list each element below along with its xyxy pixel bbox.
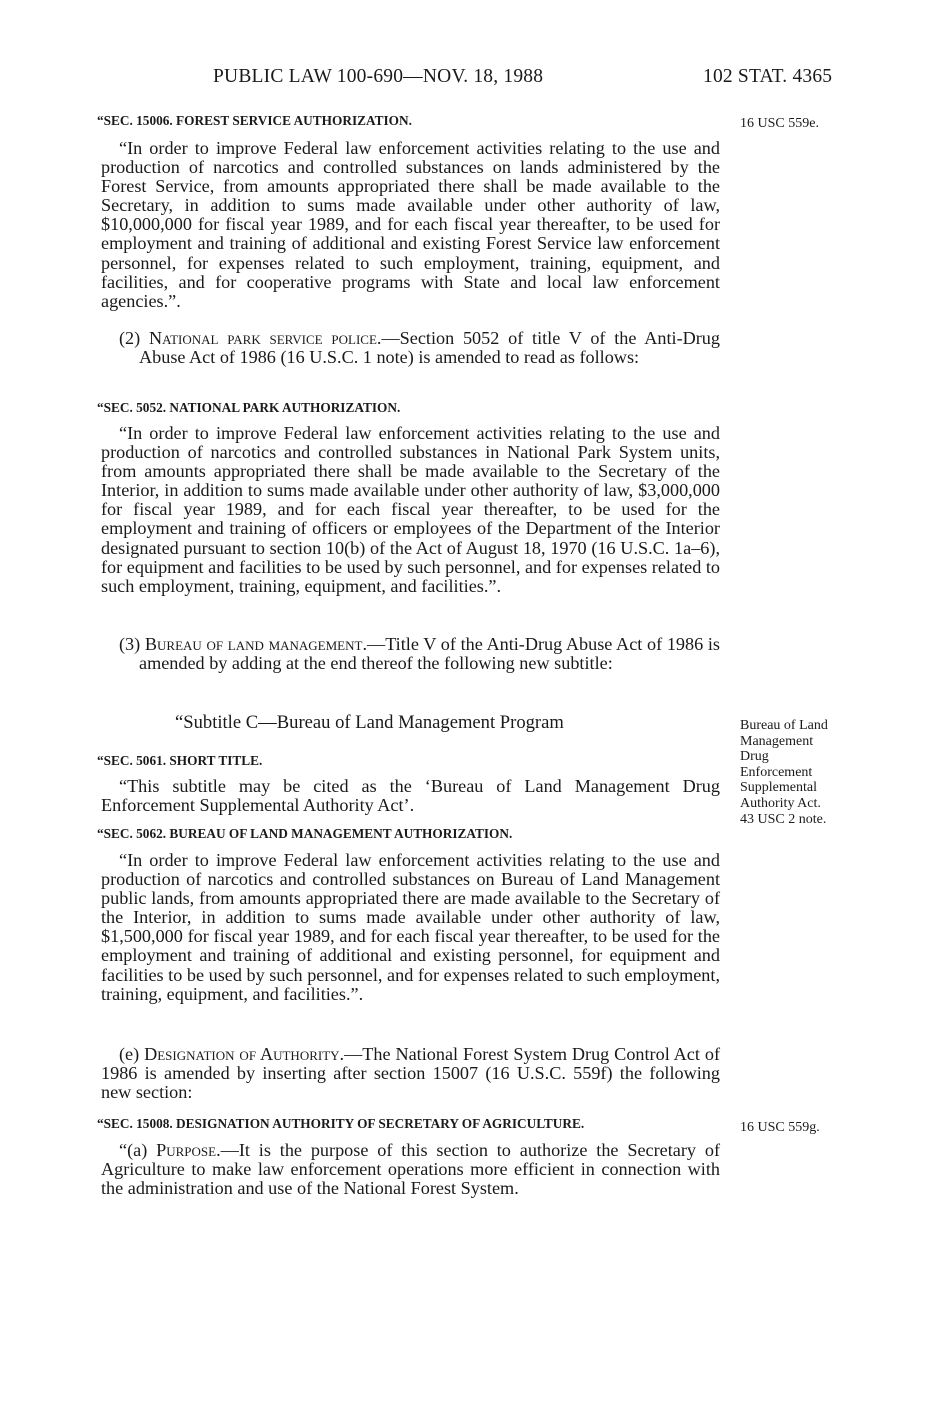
sec-5062-body <box>101 851 720 1004</box>
sec-5052-heading: “SEC. 5052. NATIONAL PARK AUTHORIZATION. <box>97 400 401 415</box>
margin-note-line: 43 USC 2 note. <box>740 811 827 827</box>
paragraph-2-caption: National park service police. <box>149 328 382 348</box>
sec-15008-purpose-text: —It is the purpose of this section to authorize the Secretary of Agriculture to make law enforcement operations more efficient in connection with the administration and use of the National Forest System. <box>101 1140 720 1199</box>
paragraph-3-text <box>101 635 720 673</box>
margin-note-line: Enforcement <box>740 764 813 780</box>
sec-15006-heading: “SEC. 15006. FOREST SERVICE AUTHORIZATION. <box>97 113 412 128</box>
sec-15006-body <box>101 139 720 311</box>
statute-page-number: 102 STAT. 4365 <box>703 66 833 87</box>
margin-note-line: Management <box>740 733 814 749</box>
margin-note-16-usc-559e: 16 USC 559e. <box>740 116 819 131</box>
paragraph-2-body: —Section 5052 of title V of the Anti-Drug Abuse Act of 1986 (16 U.S.C. 1 note) is amended to read as follows: <box>139 328 720 368</box>
paragraph-e-text <box>101 1045 720 1102</box>
subtitle-c-heading: “Subtitle C—Bureau of Land Management Program <box>175 712 564 733</box>
paragraph-3-number: (3) <box>119 634 141 654</box>
public-law-title: PUBLIC LAW 100-690—NOV. 18, 1988 <box>213 66 544 87</box>
margin-note-line: Bureau of Land <box>740 718 828 733</box>
paragraph-e-body: —The National Forest System Drug Control Act of 1986 is amended by inserting after section 15007 (16 U.S.C. 559f) the following new section: <box>101 1044 721 1103</box>
sec-15008-text <box>101 1141 720 1198</box>
sec-15008-subsection-number: “(a) <box>119 1140 148 1160</box>
sec-5061-heading: “SEC. 5061. SHORT TITLE. <box>97 753 263 768</box>
sec-5052-body <box>101 424 720 596</box>
paragraph-3-caption: Bureau of land management. <box>144 634 368 654</box>
paragraph-2-text <box>101 329 720 367</box>
sec-5061-body <box>101 777 720 815</box>
paragraph-3-body: —Title V of the Anti-Drug Abuse Act of 1986 is amended by adding at the end thereof the following new subtitle: <box>139 634 721 674</box>
paragraph-2 <box>101 329 720 367</box>
paragraph-e <box>101 1045 720 1102</box>
sec-15006-text: “In order to improve Federal law enforcement activities relating to the use and production of narcotics and controlled substances on lands administered by the Forest Service, from amounts appropriated there shall be made available to the Secretary, in addition to sums made available under other authority of law, $10,000,000 for fiscal year 1989, and for each fiscal year thereafter, to be used for employment and training of additional and existing Forest Service law enforcement personnel, for expenses related to such employment, training, equipment, and facilities, and for cooperative programs with State and local law enforcement agencies.”. <box>101 138 720 311</box>
margin-note-16-usc-559g: 16 USC 559g. <box>740 1120 820 1135</box>
sec-5052-text: “In order to improve Federal law enforcement activities relating to the use and production of narcotics and controlled substances in National Park System units, from amounts appropriated there shall be made available to the Secretary of the Interior, in addition to sums made available under other authority of law, $3,000,000 for fiscal year 1989, and for each fiscal year thereafter, to be used for the employment and training of officers or employees of the Department of the Interior designated pursuant to section 10(b) of the Act of August 18, 1970 (16 U.S.C. 1a–6), for equipment and facilities to be used by such personnel, and for expenses related to such employment, training, equipment, and facilities.”. <box>101 423 720 596</box>
sec-5062-heading: “SEC. 5062. BUREAU OF LAND MANAGEMENT AUTHORIZATION. <box>97 826 513 841</box>
margin-note-bureau-act <box>740 718 828 827</box>
margin-note-line: Drug <box>740 749 769 765</box>
sec-15008-heading: “SEC. 15008. DESIGNATION AUTHORITY OF SECRETARY OF AGRICULTURE. <box>97 1116 585 1131</box>
margin-note-line: Supplemental <box>740 780 817 796</box>
paragraph-2-number: (2) <box>119 328 141 348</box>
paragraph-e-caption: Designation of Authority. <box>144 1044 345 1064</box>
margin-note-line: Authority Act. <box>740 795 821 811</box>
paragraph-3 <box>101 635 720 673</box>
sec-15008-caption: Purpose. <box>156 1140 221 1160</box>
sec-5061-text: “This subtitle may be cited as the ‘Bureau of Land Management Drug Enforcement Supplemental Authority Act’. <box>101 776 720 816</box>
paragraph-e-number: (e) <box>119 1044 140 1064</box>
sec-15008-body <box>101 1141 720 1198</box>
sec-5062-text: “In order to improve Federal law enforcement activities relating to the use and production of narcotics and controlled substances on Bureau of Land Management public lands, from amounts appropriated there are made available to the Secretary of the Interior, in addition to sums made available under other authority of law, $1,500,000 for fiscal year 1989, and for each fiscal year thereafter, to be used for the employment and training of additional and existing personnel, for equipment and facilities to be used by such personnel, and for expenses related to such employment, training, equipment, and facilities.”. <box>101 850 720 1004</box>
